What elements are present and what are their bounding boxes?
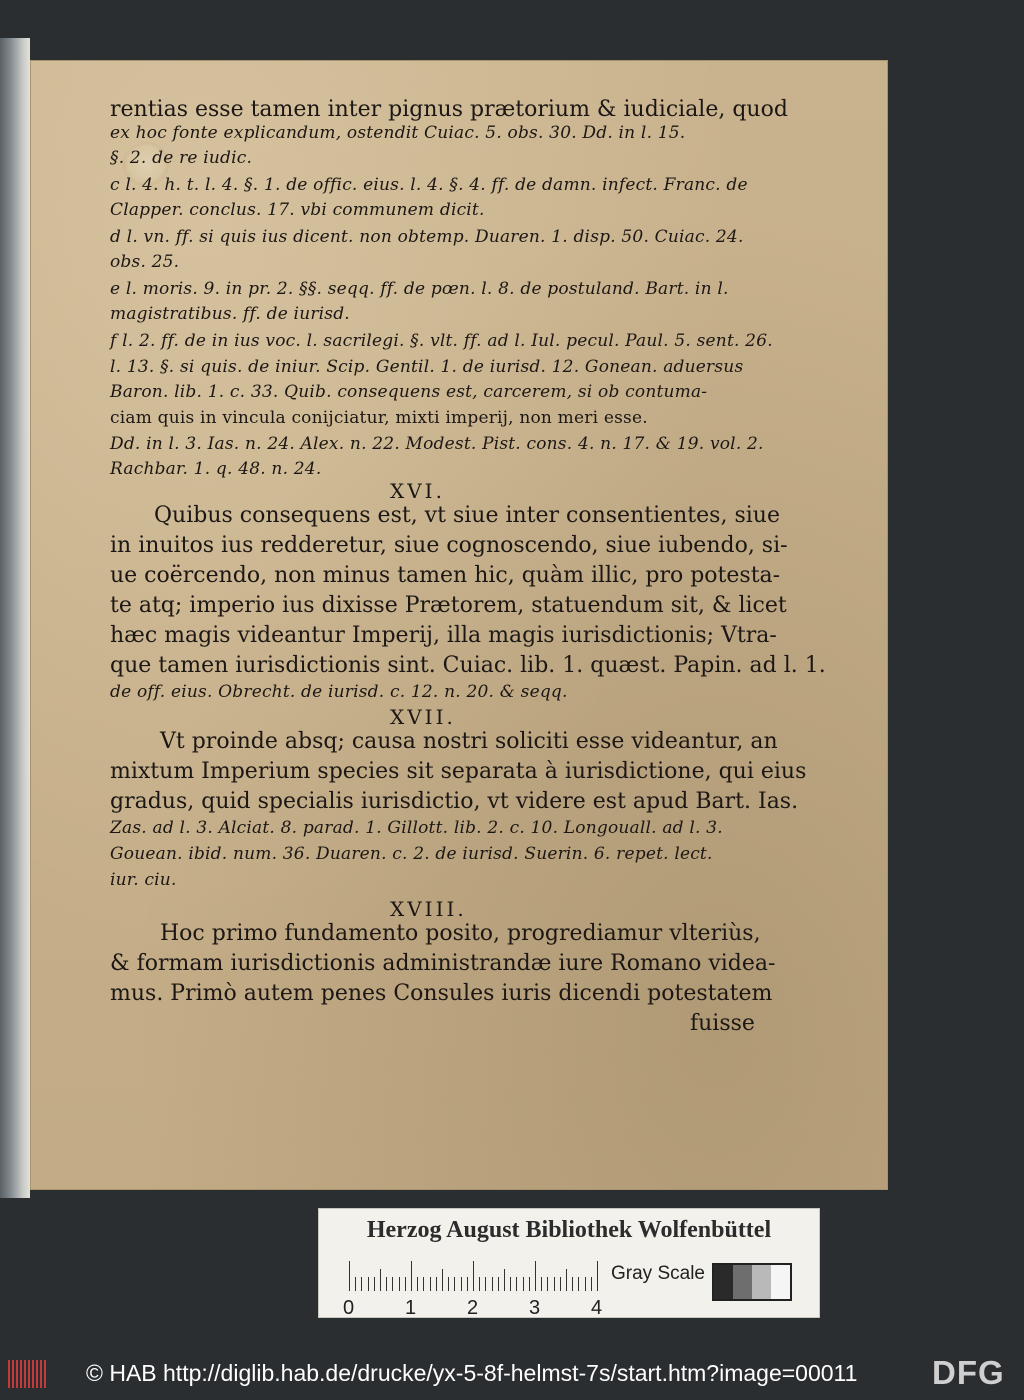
gray-scale-swatch: [712, 1263, 792, 1301]
library-title: Herzog August Bibliothek Wolfenbüttel: [366, 1217, 772, 1243]
ruler-tick: [405, 1277, 406, 1291]
ruler-tick: [591, 1277, 592, 1291]
ruler-tick: [368, 1277, 369, 1291]
footnote-line: f l. 2. ff. de in ius voc. l. sacrilegi. §. vlt. ff. ad l. Iul. pecul. Paul. 5. sent. 26.: [110, 331, 773, 351]
section-heading: XVIII.: [390, 897, 467, 921]
footnote-line: Baron. lib. 1. c. 33. Quib. consequens est, carcerem, si ob contuma-: [110, 382, 708, 402]
ruler-tick: [411, 1261, 412, 1291]
ruler-tick: [380, 1269, 381, 1291]
ruler-tick: [485, 1277, 486, 1291]
footnote-line: ciam quis in vincula conijciatur, mixti imperij, non meri esse.: [110, 408, 648, 428]
ruler-tick: [467, 1277, 468, 1291]
footnote-line: iur. ciu.: [110, 870, 177, 890]
body-line: rentias esse tamen inter pignus prætorium & iudiciale, quod: [110, 97, 788, 122]
ruler-tick: [510, 1277, 511, 1291]
measurement-ruler: [349, 1261, 599, 1291]
ruler-tick: [516, 1277, 517, 1291]
library-label-card: [318, 1208, 820, 1318]
ruler-tick: [554, 1277, 555, 1291]
footnote-line: obs. 25.: [110, 252, 180, 272]
body-line: in inuitos ius redderetur, siue cognoscendo, siue iubendo, si-: [110, 533, 788, 558]
ruler-tick: [529, 1277, 530, 1291]
ruler-tick: [417, 1277, 418, 1291]
footnote-line: Zas. ad l. 3. Alciat. 8. parad. 1. Gillott. lib. 2. c. 10. Longouall. ad l. 3.: [110, 818, 723, 838]
ruler-tick: [473, 1261, 474, 1291]
body-line: mus. Primò autem penes Consules iuris dicendi potestatem: [110, 981, 773, 1006]
ruler-tick: [498, 1277, 499, 1291]
body-line: Hoc primo fundamento posito, progrediamur vlteriùs,: [160, 921, 761, 946]
ruler-number: 2: [467, 1297, 479, 1319]
ruler-number: 4: [591, 1297, 603, 1319]
footnote-line: d l. vn. ff. si quis ius dicent. non obtemp. Duaren. 1. disp. 50. Cuiac. 24.: [110, 227, 744, 247]
body-line: te atq; imperio ius dixisse Prætorem, statuendum sit, & licet: [110, 593, 787, 618]
ruler-tick: [585, 1277, 586, 1291]
ruler-tick: [361, 1277, 362, 1291]
footnote-line: magistratibus. ff. de iurisd.: [110, 304, 350, 324]
scanner-edge-strip: [0, 38, 30, 1198]
ruler-tick: [547, 1277, 548, 1291]
ruler-tick: [523, 1277, 524, 1291]
footnote-line: Rachbar. 1. q. 48. n. 24.: [110, 459, 322, 479]
ruler-tick: [572, 1277, 573, 1291]
body-line: & formam iurisdictionis administrandæ iure Romano videa-: [110, 951, 776, 976]
ruler-tick: [436, 1277, 437, 1291]
ruler-tick: [399, 1277, 400, 1291]
ruler-tick: [541, 1277, 542, 1291]
footer-copyright-url[interactable]: © HAB http://diglib.hab.de/drucke/yx-5-8f-helmst-7s/start.htm?image=00011: [86, 1360, 858, 1386]
footnote-line: Dd. in l. 3. Ias. n. 24. Alex. n. 22. Modest. Pist. cons. 4. n. 17. & 19. vol. 2.: [110, 434, 764, 454]
ruler-tick: [442, 1269, 443, 1291]
ruler-number: 3: [529, 1297, 541, 1319]
body-line: hæc magis videantur Imperij, illa magis iurisdictionis; Vtra-: [110, 623, 777, 648]
ruler-tick: [461, 1277, 462, 1291]
body-line: gradus, quid specialis iurisdictio, vt videre est apud Bart. Ias.: [110, 789, 799, 814]
ruler-tick: [578, 1277, 579, 1291]
ruler-tick: [392, 1277, 393, 1291]
body-line: que tamen iurisdictionis sint. Cuiac. lib. 1. quæst. Papin. ad l. 1.: [110, 653, 826, 678]
dfg-logo: DFG: [932, 1354, 1005, 1391]
footnote-line: Gouean. ibid. num. 36. Duaren. c. 2. de iurisd. Suerin. 6. repet. lect.: [110, 844, 713, 864]
ruler-number: 0: [343, 1297, 355, 1319]
ruler-tick: [386, 1277, 387, 1291]
body-line: mixtum Imperium species sit separata à iurisdictione, qui eius: [110, 759, 807, 784]
ruler-tick: [349, 1261, 350, 1291]
body-line: Quibus consequens est, vt siue inter consentientes, siue: [154, 503, 780, 528]
footnote-line: ex hoc fonte explicandum, ostendit Cuiac. 5. obs. 30. Dd. in l. 15.: [110, 123, 686, 143]
body-line: fuisse: [690, 1011, 755, 1036]
footnote-line: c l. 4. h. t. l. 4. §. 1. de offic. eius. l. 4. §. 4. ff. de damn. infect. Franc. de: [110, 175, 748, 195]
gray-scale-label: Gray Scale: [611, 1263, 705, 1284]
footer-bar: [0, 1336, 1024, 1400]
ruler-number: 1: [405, 1297, 417, 1319]
section-heading: XVI.: [390, 479, 445, 503]
ruler-tick: [492, 1277, 493, 1291]
ruler-tick: [597, 1261, 598, 1291]
ruler-tick: [423, 1277, 424, 1291]
footnote-line: e l. moris. 9. in pr. 2. §§. seqq. ff. de pœn. l. 8. de postuland. Bart. in l.: [110, 279, 729, 299]
ruler-tick: [479, 1277, 480, 1291]
ruler-tick: [430, 1277, 431, 1291]
ruler-tick: [355, 1277, 356, 1291]
ruler-tick: [374, 1277, 375, 1291]
body-line: Vt proinde absq; causa nostri soliciti esse videantur, an: [160, 729, 778, 754]
footnote-line: de off. eius. Obrecht. de iurisd. c. 12. n. 20. & seqq.: [110, 682, 568, 702]
footnote-line: §. 2. de re iudic.: [110, 148, 253, 168]
body-line: ue coërcendo, non minus tamen hic, quàm illic, pro potesta-: [110, 563, 781, 588]
footnote-line: Clapper. conclus. 17. vbi communem dicit.: [110, 200, 485, 220]
section-heading: XVII.: [390, 705, 456, 729]
ruler-tick: [535, 1261, 536, 1291]
ruler-tick: [454, 1277, 455, 1291]
ruler-tick: [504, 1269, 505, 1291]
ruler-tick: [566, 1269, 567, 1291]
ruler-tick: [560, 1277, 561, 1291]
footnote-line: l. 13. §. si quis. de iniur. Scip. Gentil. 1. de iurisd. 12. Gonean. aduersus: [110, 357, 744, 377]
barcode-icon: [8, 1360, 46, 1388]
ruler-tick: [448, 1277, 449, 1291]
